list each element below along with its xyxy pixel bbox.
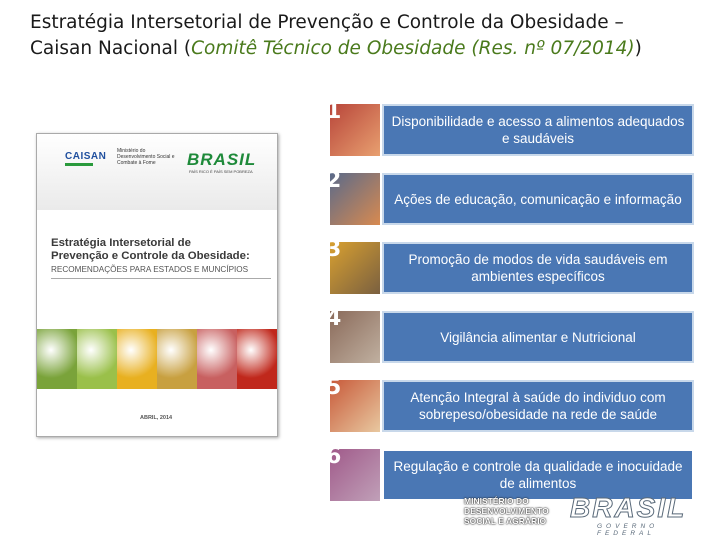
axis-label-box <box>382 242 694 294</box>
axis-label: Disponibilidade e acesso a alimentos adequados e saudáveis <box>391 114 685 146</box>
axis-photo <box>326 444 380 501</box>
caisan-logo: CAISAN <box>65 151 107 162</box>
axis-label: Atenção Integral à saúde do individuo com sobrepeso/obesidade na rede de saúde <box>410 390 666 422</box>
axis-label-box <box>382 173 694 225</box>
axis-label: Vigilância alimentar e Nutricional <box>440 329 636 345</box>
title-line-2: Caisan Nacional (Comitê Técnico de Obesidade (Res. nº 07/2014)) <box>30 38 642 59</box>
footer-brasil-sub: GOVERNO FEDERAL <box>597 523 659 537</box>
axis-label: Ações de educação, comunicação e informação <box>394 191 682 207</box>
brasil-logo: BRASIL <box>187 150 257 169</box>
food-photo-tile <box>117 329 157 389</box>
strategy-axis-row <box>326 375 694 442</box>
food-photo-tile <box>37 329 77 389</box>
food-photo-tile <box>77 329 117 389</box>
brasil-slogan: PAÍS RICO É PAÍS SEM POBREZA <box>189 169 253 174</box>
food-photo-tile <box>157 329 197 389</box>
cover-divider <box>51 278 271 279</box>
footer-brasil-logo: BRASIL <box>570 492 687 523</box>
axis-photo <box>326 168 380 225</box>
axis-label-box <box>382 311 694 363</box>
cover-subtitle: RECOMENDAÇÕES PARA ESTADOS E MUNCÍPIOS <box>51 265 249 274</box>
ministry-logo: Ministério do Desenvolvimento Social e Combate à Fome <box>117 148 175 166</box>
publication-cover <box>36 133 278 437</box>
axis-label: Regulação e controle da qualidade e inocuidade de alimentos <box>393 459 683 491</box>
strategy-axis-row <box>326 237 694 304</box>
cover-food-photos <box>37 329 277 389</box>
axis-number: 6 <box>326 444 342 469</box>
strategy-axis-row <box>326 99 694 166</box>
footer-ministry-logo: MINISTÉRIO DO DESENVOLVIMENTO SOCIAL E AGRÁRIO <box>464 496 549 526</box>
axis-number: 4 <box>326 306 342 331</box>
axis-photo <box>326 237 380 294</box>
axis-photo <box>326 306 380 363</box>
cover-date: ABRIL, 2014 <box>140 415 173 421</box>
cover-title: Estratégia Intersetorial de Prevenção e Controle da Obesidade: <box>51 237 250 262</box>
axis-photo <box>326 99 380 156</box>
axis-number: 5 <box>326 375 342 400</box>
food-photo-tile <box>197 329 237 389</box>
axis-number: 3 <box>326 237 342 262</box>
strategy-axis-row <box>326 306 694 373</box>
food-photo-tile <box>237 329 277 389</box>
axis-photo <box>326 375 380 432</box>
slide-title <box>30 10 710 62</box>
title-subtitle: Comitê Técnico de Obesidade (Res. nº 07/2014) <box>191 38 635 59</box>
axis-label: Promoção de modos de vida saudáveis em ambientes específicos <box>408 252 668 284</box>
axis-number: 2 <box>326 168 342 193</box>
axis-label-box <box>382 380 694 432</box>
title-line-1: Estratégia Intersetorial de Prevenção e Controle da Obesidade – <box>30 12 624 33</box>
strategy-axis-row <box>326 168 694 235</box>
axis-number: 1 <box>326 99 342 124</box>
axis-label-box <box>382 104 694 156</box>
